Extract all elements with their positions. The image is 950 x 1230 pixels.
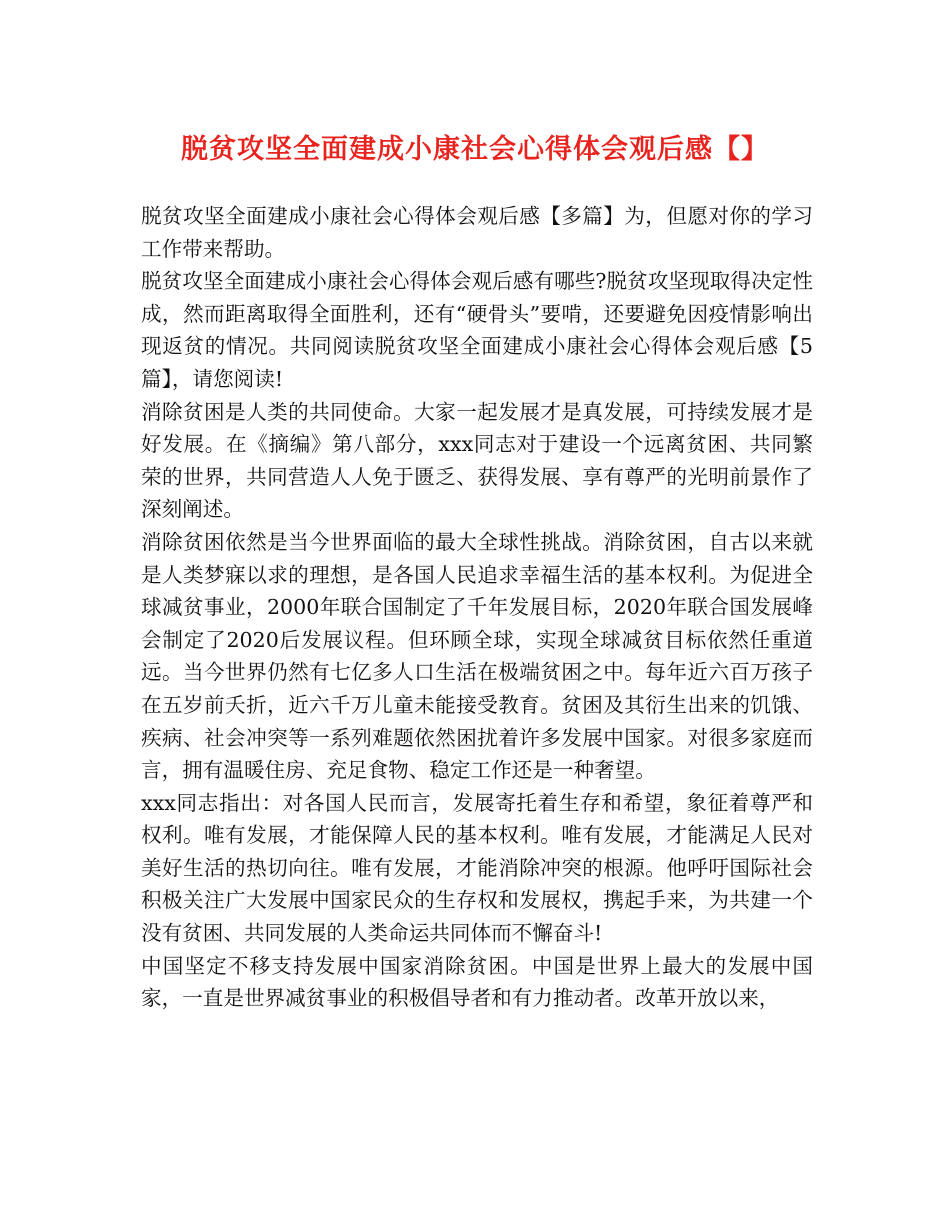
- paragraph-6: 中国坚定不移支持发展中国家消除贫困。中国是世界上最大的发展中国家，一直是世界减贫事业的积极倡导者和有力推动者。改革开放以来，: [141, 953, 813, 1011]
- document-body: [141, 200, 813, 1015]
- paragraph-5: xxx同志指出：对各国人民而言，发展寄托着生存和希望，象征着尊严和权利。唯有发展，才能保障人民的基本权利。唯有发展，才能满足人民对美好生活的热切向往。唯有发展，才能消除冲突的根源。他呼吁国际社会积极关注广大发展中国家民众的生存权和发展权，携起手来，为共建一个没有贫困、共同发展的人类命运共同体而不懈奋斗!: [141, 790, 813, 946]
- paragraph-1: 脱贫攻坚全面建成小康社会心得体会观后感【多篇】为，但愿对你的学习工作带来帮助。: [141, 204, 813, 261]
- paragraph-2: 脱贫攻坚全面建成小康社会心得体会观后感有哪些?脱贫攻坚现取得决定性成，然而距离取得全面胜利，还有“硬骨头”要啃，还要避免因疫情影响出现返贫的情况。共同阅读脱贫攻坚全面建成小康社会心得体会观后感【5篇】，请您阅读!: [141, 269, 813, 391]
- paragraph-4: 消除贫困依然是当今世界面临的最大全球性挑战。消除贫困，自古以来就是人类梦寐以求的理想，是各国人民追求幸福生活的基本权利。为促进全球减贫事业，2000年联合国制定了千年发展目标，2020年联合国发展峰会制定了2020后发展议程。但环顾全球，实现全球减贫目标依然任重道远。当今世界仍然有七亿多人口生活在极端贫困之中。每年近六百万孩子在五岁前夭折，近六千万儿童未能接受教育。贫困及其衍生出来的饥饿、疾病、社会冲突等一系列难题依然困扰着许多发展中国家。对很多家庭而言，拥有温暖住房、充足食物、稳定工作还是一种奢望。: [141, 529, 813, 783]
- paragraph-3: 消除贫困是人类的共同使命。大家一起发展才是真发展，可持续发展才是好发展。在《摘编》第八部分，xxx同志对于建设一个远离贫困、共同繁荣的世界，共同营造人人免于匮乏、获得发展、享有尊严的光明前景作了深刻阐述。: [141, 399, 813, 522]
- document-title: 脱贫攻坚全面建成小康社会心得体会观后感【】: [181, 134, 769, 165]
